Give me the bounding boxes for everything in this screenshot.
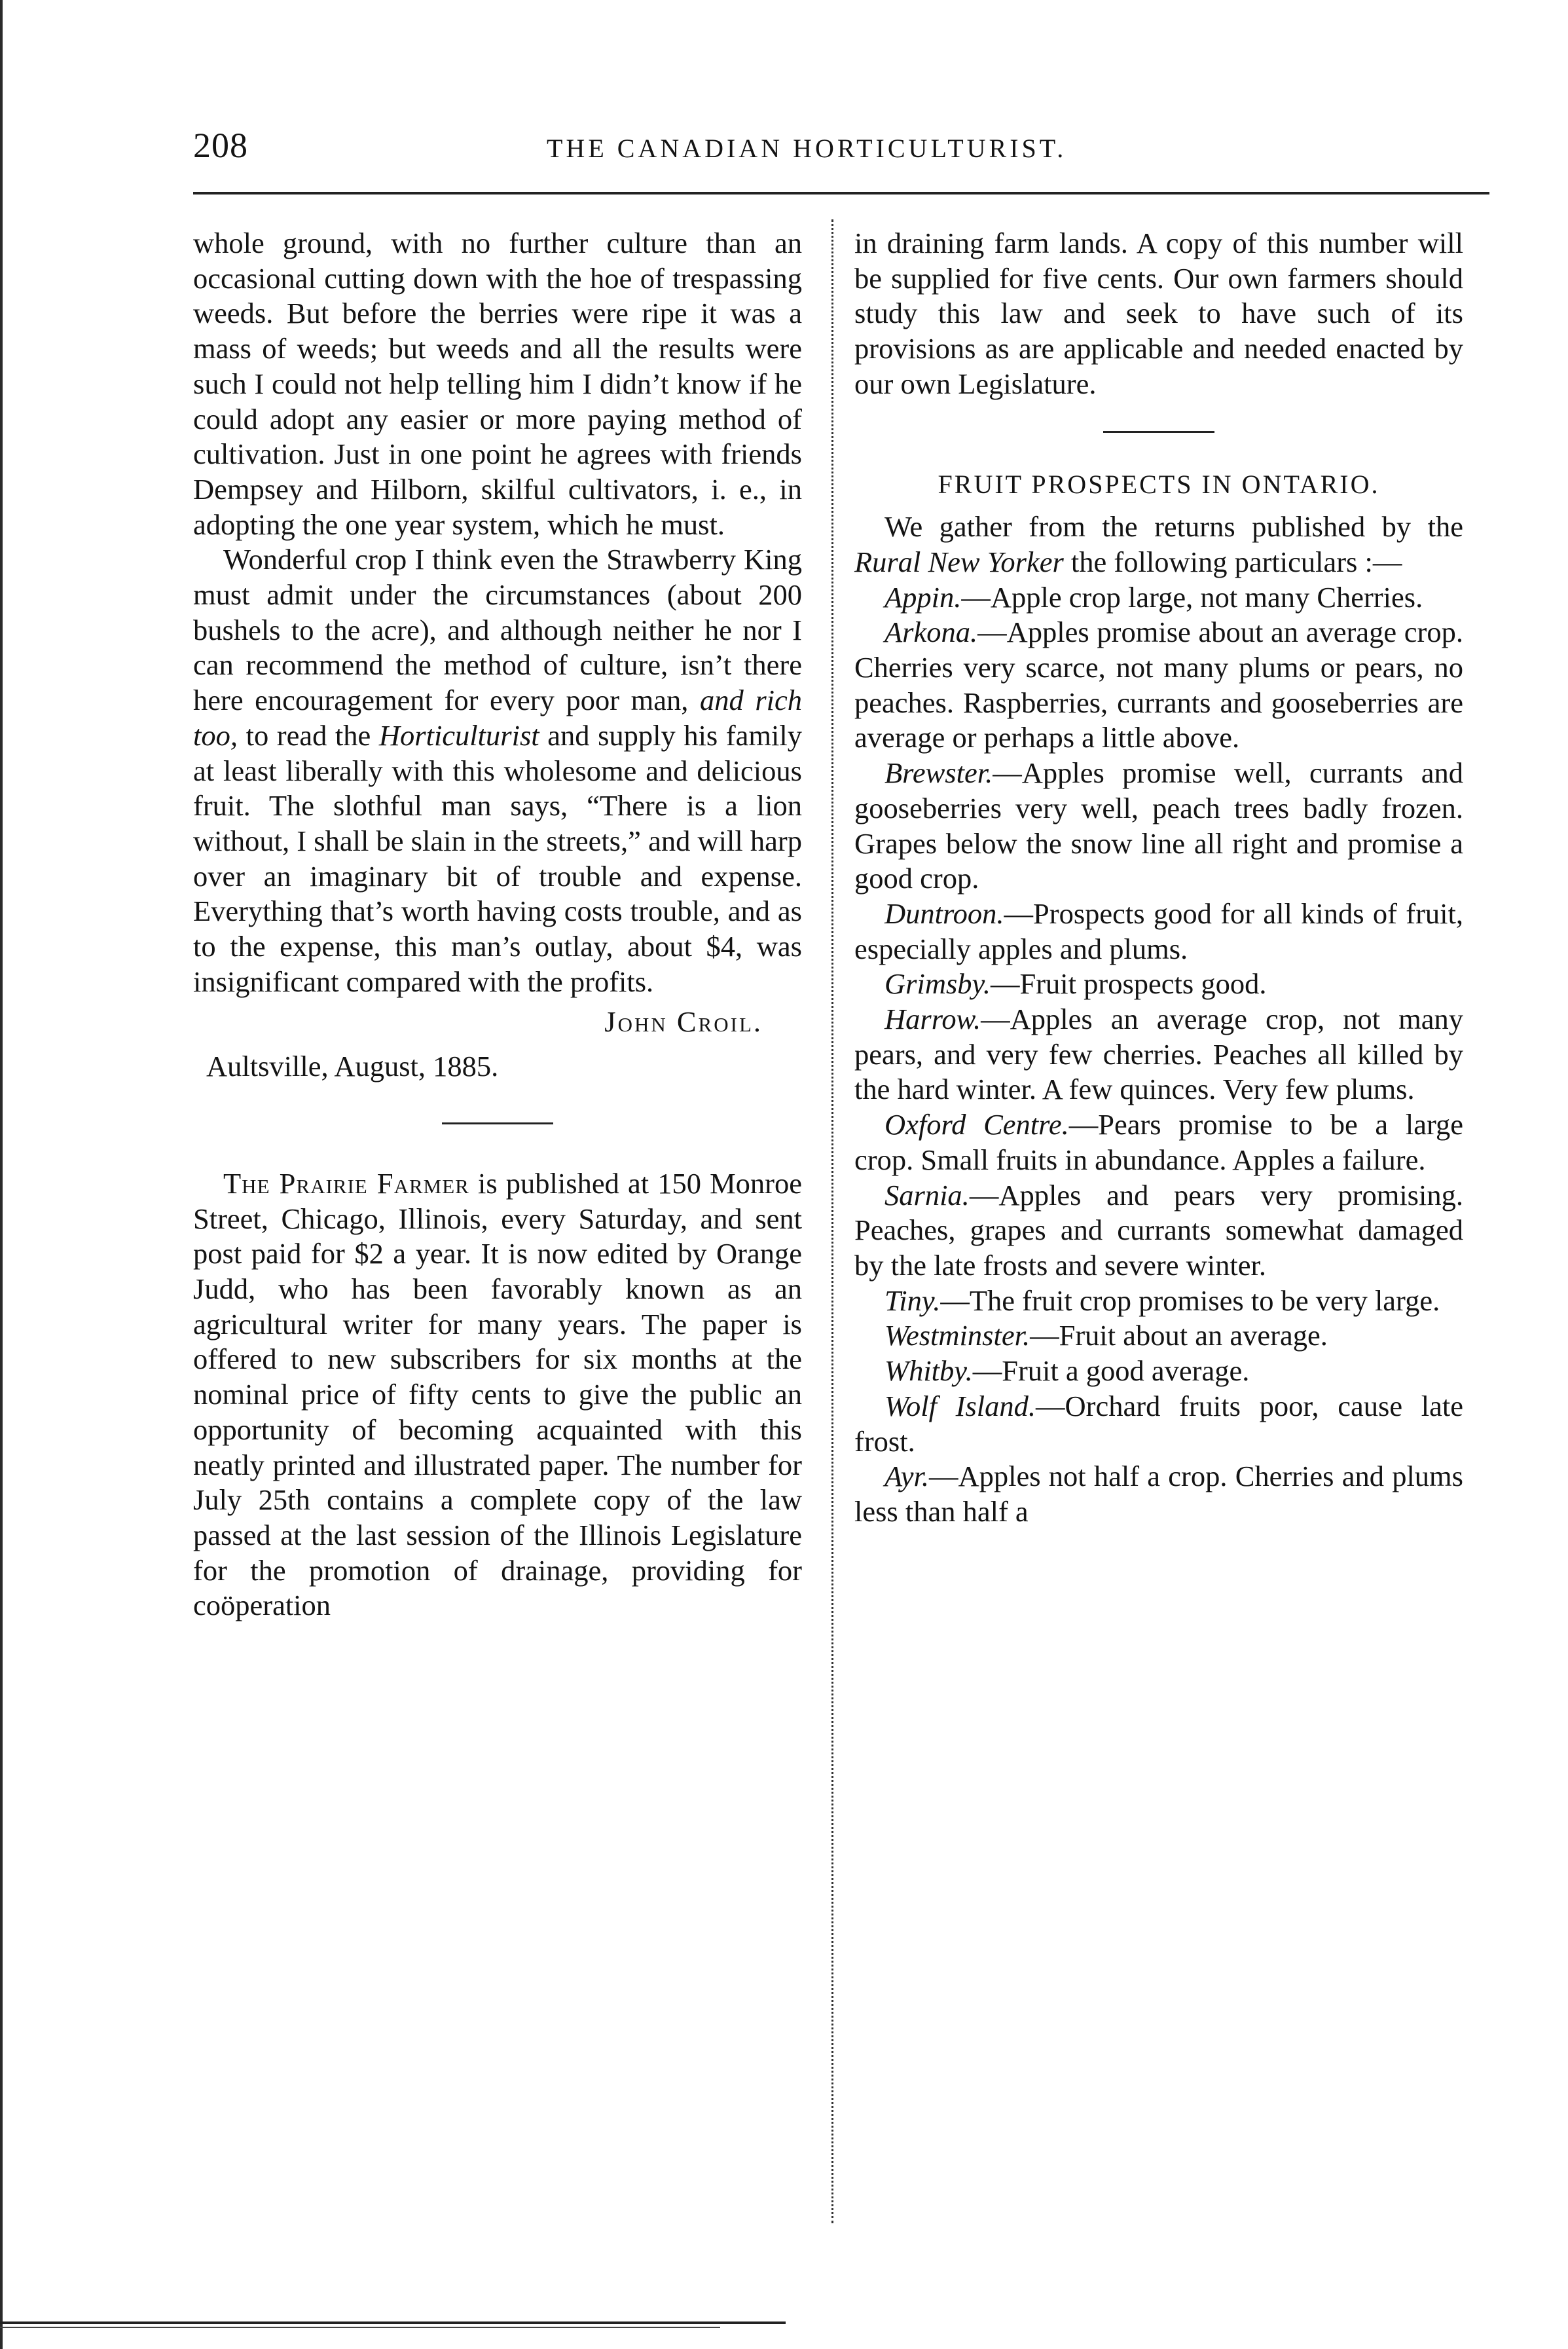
section-divider [442,1122,553,1124]
report-place: Brewster. [884,756,993,790]
report-text: —Fruit about an average. [1030,1319,1328,1352]
publication-title: Horticulturist [378,718,539,752]
publication-title: Rural New Yorker [854,545,1064,578]
running-head: THE CANADIAN HORTICULTURIST. [547,134,1067,163]
paragraph-intro [854,509,1463,580]
report-place: Grimsby. [884,967,991,1001]
paragraph-text: Wonderful crop I think even the Strawberry King must admit under the circumstances (about 200 bushels to the acre), and although neither he nor I can recommend the method of culture, isn’t there here encouragement for every poor man, [193,543,802,717]
publication-name: The Prairie Farmer [223,1166,469,1200]
report-place: Appin. [884,580,962,614]
paragraph-text: and supply his family at least liberally with this wholesome and delicious fruit. The slothful man says, “There is a lion without, I shall be slain in the streets,” and will harp over an imaginary bit of trouble and expense. Everything that’s worth having costs trouble, and as to the expense, this man’s outlay, about $4, was insignificant compared with the profits. [193,718,802,998]
report-text: —Pears promise to be a large crop. Small fruits in abundance. Apples a failure. [854,1108,1463,1176]
dateline: Aultsville, August, 1885. [206,1050,499,1083]
report-text: —Apples an average crop, not many pears, and very few cherries. Peaches all killed by the hard winter. A few quinces. Very few plums. [854,1003,1463,1106]
report-text: —Apple crop large, not many Cherries. [961,580,1423,614]
report-text: —Apples and pears very promising. Peaches, grapes and currants somewhat damaged by the late frosts and severe winter. [854,1178,1463,1282]
report-entry [854,1459,1463,1529]
report-entry [854,897,1463,967]
bottom-rule [0,2327,720,2328]
left-column [193,226,802,1623]
paragraph-text: is published at 150 Monroe Street, Chicago, Illinois, every Saturday, and sent post paid for $2 a year. It is now edited by Orange Judd, who has been favorably known as an agricultural writer for many years. The paper is offered to new subscribers for six months at the nominal price of fifty cents to give the public an opportunity of becoming acquainted with this neatly printed and illustrated paper. The number for July 25th contains a complete copy of the law passed at the last session of the Illinois Legislature for the promotion of drainage, providing for coöperation [193,1166,802,1622]
paragraph-continued: in draining farm lands. A copy of this number will be supplied for five cents. Our own farmers should study this law and seek to have such of its provisions as are applicable and needed enacted by our own Legislature. [854,227,1463,400]
report-entry [854,1107,1463,1177]
report-place: Whitby. [884,1354,973,1388]
report-text: —Apples not half a crop. Cherries and plums less than half a [854,1460,1463,1528]
paragraph-text: to read the [246,718,371,752]
column-divider [831,219,833,2223]
page-header [193,121,1489,180]
header-rule [193,192,1489,194]
report-place: Sarnia. [884,1178,970,1211]
paragraph-text: the following particulars :— [1070,545,1402,578]
report-entry [854,1389,1463,1459]
paragraph-croil-2 [193,542,802,999]
report-entry [854,1354,1463,1389]
paragraph-text: We gather from the returns published by the [884,510,1463,544]
report-entry [854,1002,1463,1107]
report-place: Harrow. [884,1003,981,1036]
report-place: Tiny. [884,1284,941,1317]
report-entry [854,615,1463,756]
report-place: Westminster. [884,1319,1030,1352]
emphasis-text: and rich too, [193,684,802,752]
report-place: Oxford Centre. [884,1108,1069,1141]
report-text: —Fruit a good average. [972,1354,1250,1388]
report-entry [854,1318,1463,1354]
report-place: Wolf Island. [884,1389,1036,1422]
report-place: Duntroon. [884,897,1004,930]
paragraph-croil-1: whole ground, with no further culture than an occasional cutting down with the hoe of trespassing weeds. But before the berries were ripe it was a mass of weeds; but weeds and all the results were such I could not help telling him I didn’t know if he could adopt any easier or more paying method of cultivation. Just in one point he agrees with friends Dempsey and Hilborn, skilful cultivators, i. e., in adopting the one year system, which he must. [193,227,802,541]
report-entry [854,580,1463,616]
page [193,121,1489,2217]
report-text: —Apples promise well, currants and gooseberries very well, peach trees badly frozen. Grapes below the snow line all right and promise a good crop. [854,756,1463,895]
report-text: —Prospects good for all kinds of fruit, especially apples and plums. [854,897,1463,965]
right-column [854,226,1463,1530]
section-divider [1103,431,1214,433]
report-entry [854,756,1463,897]
report-place: Arkona. [884,616,978,649]
report-text: —Orchard fruits poor, cause late frost. [854,1389,1464,1458]
section-title: FRUIT PROSPECTS IN ONTARIO. [938,469,1380,499]
scan-edge [0,0,9,2349]
report-text: —Fruit prospects good. [990,967,1267,1001]
report-entry [854,1284,1463,1319]
report-entry [854,1178,1463,1284]
report-place: Ayr. [884,1460,929,1493]
report-entry [854,967,1463,1002]
report-text: —Apples promise about an average crop. Cherries very scarce, not many plums or pears, no peaches. Raspberries, currants and gooseberries are average or perhaps a little above. [854,616,1463,754]
author-signature: John Croil. [604,1005,763,1039]
paragraph-prairie-farmer [193,1166,802,1623]
report-text: —The fruit crop promises to be very large. [940,1284,1440,1317]
bottom-rule [0,2321,786,2324]
page-number: 208 [193,126,248,165]
